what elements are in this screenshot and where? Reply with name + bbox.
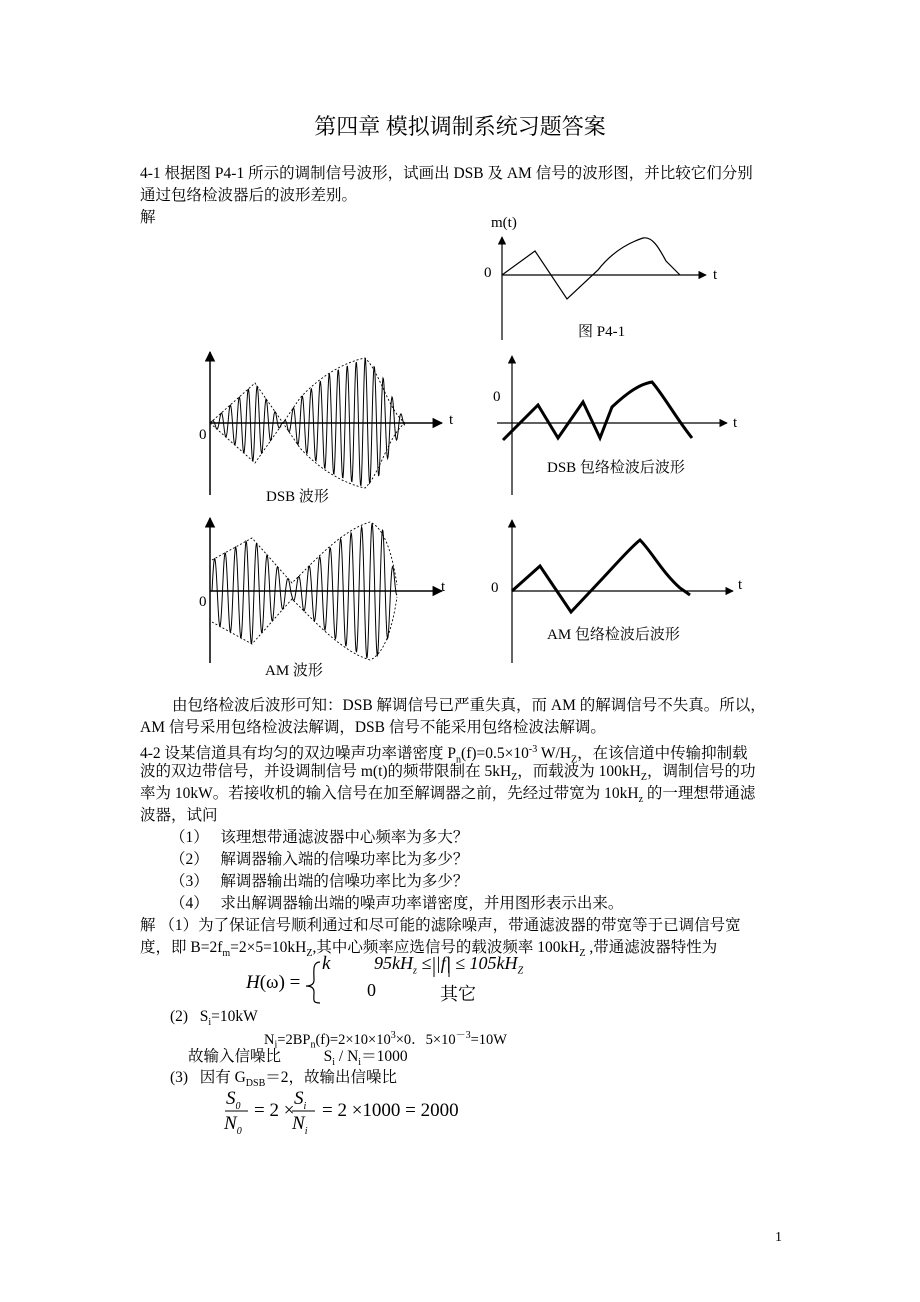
case2-condition: 其它 xyxy=(440,984,476,1004)
conclusion-line2: AM 信号采用包络检波法解调，DSB 信号不能采用包络检波法解调。 xyxy=(140,719,606,736)
dsb-caption: DSB 波形 xyxy=(266,489,329,505)
a3-line: (3) 因有 $G_{DSB}=2$，故输出信噪比 xyxy=(170,1069,397,1090)
frac-eq1: = 2 × xyxy=(254,1100,295,1121)
answer-line2: 度，即 $B=2f_m=2\times 5=10kH_Z$,其中心频率应选信号的载波频率 $100kH_Z$ ,带通滤波器特性为 xyxy=(140,939,718,960)
case1-k: k xyxy=(322,953,331,974)
q42-line1: 4-2 设某信道具有均匀的双边噪声功率谱密度 $P_n(f)=0.5\times 10^{-3}$ $W/H_Z$，在该信道中传输抑制载 xyxy=(140,744,748,766)
frac-S0: $S_0$ xyxy=(226,1088,241,1112)
q42-item-3: （3） 解调器输出端的信噪功率比为多少？ xyxy=(170,873,469,890)
answer-line1: 解 （1）为了保证信号顺利通过和尽可能的滤除噪声，带通滤波器的带宽等于已调信号宽 xyxy=(140,917,741,934)
a2-snr: 故输入信噪比 $S_i / N_i=1000$ xyxy=(188,1048,408,1069)
q41-line1: 4-1 根据图 P4-1 所示的调制信号波形，试画出 DSB 及 AM 信号的波形图，并比较它们分别 xyxy=(140,165,753,182)
mt-zero: 0 xyxy=(484,265,492,281)
dsb-env-waveform xyxy=(503,382,692,440)
dsb-carrier-waveform xyxy=(210,359,405,485)
q42-item-4: （4） 求出解调器输出端的噪声功率谱密度，并用图形表示出来。 xyxy=(170,895,624,912)
q41-solution-label: 解 xyxy=(140,209,156,226)
q42-item-1: （1） 该理想带通滤波器中心频率为多大？ xyxy=(170,829,469,846)
am-env-waveform xyxy=(512,540,690,612)
frac-Si: $S_i$ xyxy=(294,1088,307,1112)
am-envelope-upper xyxy=(212,522,397,585)
case1-condition: $95kH_z \le |f| \le 105kH_Z$ xyxy=(374,953,524,977)
dsb-envelope-lower xyxy=(210,423,405,488)
q42-item-2: （2） 解调器输入端的信噪功率比为多少？ xyxy=(170,851,469,868)
am-env-xlabel: t xyxy=(738,577,743,593)
q42-line2: 波的双边带信号，并设调制信号 m(t)的频带限制在 $5kH_Z$，而载波为 $100kH_Z$，调制信号的功 xyxy=(140,763,756,784)
piecewise-brace xyxy=(306,962,320,1003)
mt-xlabel: t xyxy=(713,267,718,283)
a2-ni: $N_i=2BP_n(f)=2\times 10\times 10^3\times 0$．$5\times 10^{-3}=10W$ xyxy=(264,1030,507,1051)
frac-eq2: = 2 ×1000 = 2000 xyxy=(322,1100,459,1121)
mt-caption: 图 P4-1 xyxy=(578,324,626,340)
a2-si: (2) $S_i=10kW$ xyxy=(170,1008,258,1029)
am-caption: AM 波形 xyxy=(265,663,323,679)
am-xlabel: t xyxy=(441,579,446,595)
dsb-env-caption: DSB 包络检波后波形 xyxy=(547,460,685,476)
frac-N0: $N_0$ xyxy=(224,1113,242,1137)
q42-line4: 波器，试问 xyxy=(140,807,218,824)
mt-ylabel: m(t) xyxy=(491,215,517,231)
conclusion-line1: 由包络检波后波形可知：DSB 解调信号已严重失真，而 AM 的解调信号不失真。所以， xyxy=(172,697,766,714)
q42-line3: 率为 10kW。若接收机的输入信号在加至解调器之前，先经过带宽为 $10kH_z$ 的一理想带通滤 xyxy=(140,785,756,806)
q41-line2: 通过包络检波器后的波形差别。 xyxy=(140,187,358,204)
case2-value: 0 xyxy=(367,980,376,1000)
am-env-caption: AM 包络检波后波形 xyxy=(547,627,680,643)
dsb-zero: 0 xyxy=(199,427,207,443)
h-omega-lhs: H(ω) = xyxy=(246,972,301,993)
mt-waveform xyxy=(502,238,680,299)
figure-dsb xyxy=(210,352,442,495)
am-zero: 0 xyxy=(199,594,207,610)
page-title: 第四章 模拟调制系统习题答案 xyxy=(314,114,606,139)
page-number: 1 xyxy=(775,1230,782,1245)
dsb-env-zero: 0 xyxy=(493,389,501,405)
figure-am xyxy=(210,518,442,663)
dsb-xlabel: t xyxy=(449,412,454,428)
am-env-zero: 0 xyxy=(491,580,499,596)
dsb-env-xlabel: t xyxy=(733,415,738,431)
frac-Ni: $N_i$ xyxy=(292,1113,308,1137)
